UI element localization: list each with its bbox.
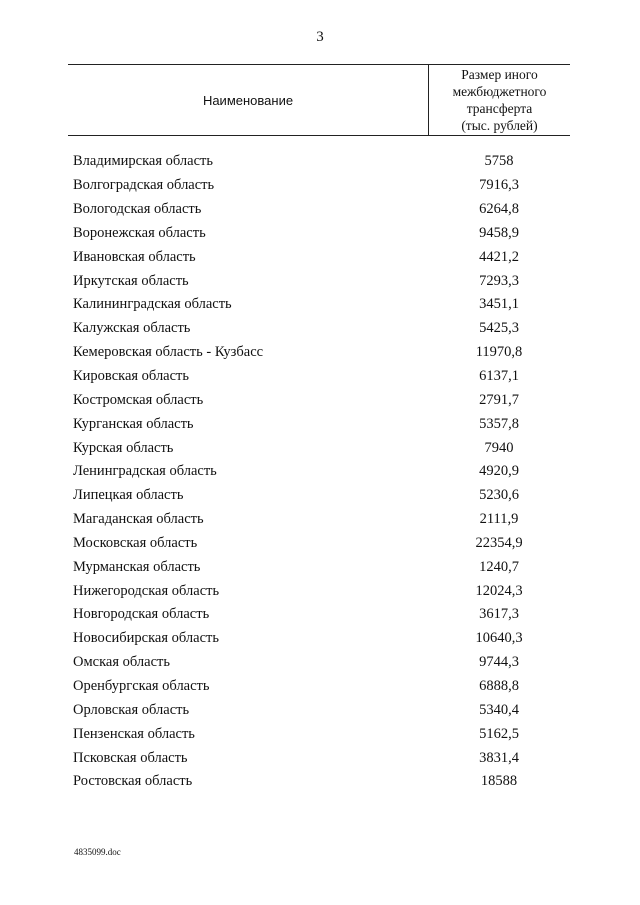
region-name: Ростовская область (73, 773, 193, 790)
transfer-amount: 6137,1 (479, 368, 519, 385)
region-name: Волгоградская область (73, 177, 215, 194)
transfer-amount: 9458,9 (479, 224, 519, 241)
table-row (68, 508, 570, 532)
transfer-amount: 6888,8 (479, 677, 519, 694)
region-name: Новосибирская область (73, 630, 219, 647)
table-row (68, 555, 570, 579)
table-row (68, 412, 570, 436)
region-name: Новгородская область (73, 606, 210, 623)
table-row (68, 174, 570, 198)
transfer-amount: 22354,9 (475, 534, 523, 551)
table-row (68, 532, 570, 556)
region-name: Владимирская область (73, 153, 213, 170)
region-name: Пензенская область (73, 725, 195, 742)
region-name: Курганская область (73, 415, 194, 432)
table-header (68, 64, 570, 136)
table-row (68, 627, 570, 651)
table-row (68, 579, 570, 603)
transfer-amount: 7940 (484, 439, 514, 456)
table-row (68, 365, 570, 389)
table-row (68, 269, 570, 293)
table-row (68, 603, 570, 627)
transfer-amount: 18588 (480, 773, 518, 790)
transfer-amount: 3451,1 (479, 296, 519, 313)
transfer-amount: 9744,3 (479, 654, 519, 671)
region-name: Костромская область (73, 391, 204, 408)
region-name: Псковская область (73, 749, 188, 766)
transfer-amount: 7916,3 (479, 177, 519, 194)
table-row (68, 770, 570, 794)
table-row (68, 698, 570, 722)
table-row (68, 651, 570, 675)
region-name: Оренбургская область (73, 677, 210, 694)
table-row (68, 675, 570, 699)
table-row (68, 317, 570, 341)
region-name: Кировская область (73, 368, 190, 385)
transfer-amount: 10640,3 (475, 630, 523, 647)
region-name: Калужская область (73, 320, 191, 337)
transfer-amount: 4421,2 (479, 248, 519, 265)
region-name: Ивановская область (73, 248, 196, 265)
transfer-amount: 5357,8 (479, 415, 519, 432)
document-filename: 4835099.doc (74, 847, 121, 857)
region-name: Липецкая область (73, 487, 184, 504)
transfer-amount: 11970,8 (475, 344, 523, 361)
transfer-amount: 2111,9 (479, 511, 519, 528)
header-amount-column: Размер иного межбюджетного трансферта (тыс. рублей) (452, 67, 547, 133)
region-name: Калининградская область (73, 296, 232, 313)
table-row (68, 150, 570, 174)
region-name: Московская область (73, 534, 198, 551)
transfer-amount: 1240,7 (479, 558, 519, 575)
region-name: Мурманская область (73, 558, 201, 575)
table-row (68, 460, 570, 484)
table-row (68, 746, 570, 770)
table-row (68, 222, 570, 246)
region-name: Орловская область (73, 701, 190, 718)
transfer-amount: 2791,7 (479, 391, 519, 408)
region-name: Воронежская область (73, 224, 206, 241)
region-name: Омская область (73, 654, 170, 671)
region-name: Магаданская область (73, 511, 204, 528)
region-name: Ленинградская область (73, 463, 217, 480)
transfer-amount: 3617,3 (479, 606, 519, 623)
transfer-amount: 5230,6 (479, 487, 519, 504)
table-row (68, 198, 570, 222)
table-row (68, 341, 570, 365)
transfer-amount: 3831,4 (479, 749, 519, 766)
transfer-amount: 4920,9 (479, 463, 519, 480)
region-name: Нижегородская область (73, 582, 220, 599)
table-body (68, 150, 570, 794)
table-row (68, 436, 570, 460)
transfer-amount: 5758 (484, 153, 514, 170)
table-row (68, 388, 570, 412)
region-name: Курская область (73, 439, 174, 456)
region-name: Вологодская область (73, 201, 202, 218)
table-row (68, 722, 570, 746)
table-row (68, 484, 570, 508)
transfer-amount: 5425,3 (479, 320, 519, 337)
region-name: Кемеровская область - Кузбасс (73, 344, 264, 361)
transfer-amount: 12024,3 (475, 582, 523, 599)
table-row (68, 293, 570, 317)
page-number: 3 (316, 29, 324, 45)
transfer-amount: 6264,8 (479, 201, 519, 218)
transfer-amount: 5162,5 (479, 725, 519, 742)
transfer-amount: 5340,4 (479, 701, 519, 718)
header-name-column: Наименование (202, 92, 294, 108)
table-row (68, 245, 570, 269)
transfer-amount: 7293,3 (479, 272, 519, 289)
region-name: Иркутская область (73, 272, 189, 289)
